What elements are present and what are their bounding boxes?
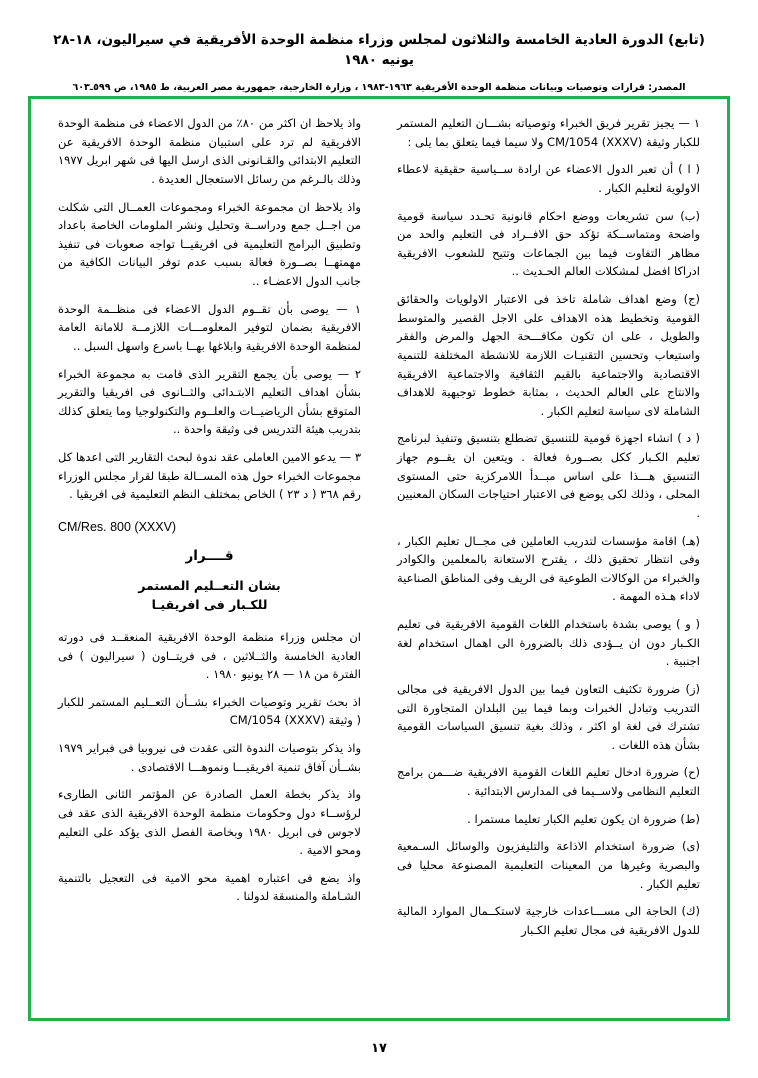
left-column: [40, 108, 379, 1008]
paragraph: (ط) ضرورة ان يكون تعليم الكبار تعليما مستمرا .: [467, 811, 700, 826]
paragraph: واذ يذكر بخطة العمل الصادرة عن المؤتمر الثانى الطارىء لرؤســاء دول وحكومات منظمة الوحدة الافريقية الذى عقد فى لاجوس فى ابريل ١٩٨٠ وبخاصة الفصل الذى يؤكد على التعليم ومحو الامية .: [58, 787, 361, 858]
two-column-body: [40, 108, 718, 1008]
page-header: [0, 0, 758, 95]
paragraph: (ز) ضرورة تكثيف التعاون فيما بين الدول الافريقية فى مجالى التدريب وتبادل الخبرات وبما فيما بين البلدان المتجاورة التى تشترك فى لغة او اكثر ، وذلك بغية تنسيق السياسات القومية بشأن هذه اللغات .: [397, 681, 700, 752]
paragraph: ١ — يجيز تقرير فريق الخبراء وتوصياته بشـــان التعليم المستمر للكبار وثيقة (CM/1054 (XXXV ولا سيما فيما يتعلق بما يلى :: [397, 116, 700, 149]
paragraph: (ى) ضرورة استخدام الاذاعة والتليفزيون والوسائل السـمعية والبصرية وغيرها من المعينات التعليمية المصنوعة محليا فى تعليم الكبار .: [397, 839, 700, 891]
paragraph: (ج) وضع اهداف شاملة تاخذ فى الاعتبار الاولويات والحقائق القومية وتخطيط هذه الاهداف على الاجل القصير والمتوسط والطويل ، على ان تكون مكافـــحة الجهل والمرض والفقر واستيعاب وتحسين التقنيـات اللازمة للانشطة المختلفة للتنمية الاقتصادية والاجتماعية بالقيم الثقافية والاجتماعية الافريقية والانتاج على العالم الحديث ، بمثابة خطوط توجيهية للاهداف الشاملة لاى سياسة لتعليم الكبار .: [397, 292, 700, 418]
paragraph: ( و ) يوصى بشدة باستخدام اللغات القومية الافريقية فى تعليم الكـبار دون ان يــؤدى ذلك بالضرورة الى اهمال استخدام لغة اجنبية .: [397, 617, 700, 669]
resolution-code: CM/Res. 800 (XXXV): [58, 519, 177, 534]
paragraph: ( ا ) أن تعبر الدول الاعضاء عن ارادة ســياسية حقيقية لاعطاء الاولوية لتعليم الكبار .: [397, 162, 700, 195]
paragraph: (هـ) اقامة مؤسسات لتدريب العاملين فى مجــال تعليم الكبار ، وفى انتظار تحقيق ذلك ، يقترح الاستعانة بالمعلمين والكوادر والخبراء من الوكالات الطوعية فى الريف وفى المناطق الصناعية لاداء هـذه المهمة .: [397, 533, 700, 604]
paragraph: واذ يذكر بتوصيات الندوة التى عقدت فى نيروبيا فى فبراير ١٩٧٩ بشــأن آفاق تنمية افريقيـــا ونموهـــا الاقتصادى .: [58, 741, 361, 774]
document-title: (تابع) الدورة العادية الخامسة والثلاثون لمجلس وزراء منظمة الوحدة الأفريقية في سيراليون، ١٨-٢٨ يونيه ١٩٨٠: [53, 32, 705, 69]
paragraph: اذ بحث تقرير وتوصيات الخبراء بشــأن التعــليم المستمر للكبار ( وثيقة (CM/1054 (XXXV: [58, 694, 361, 728]
paragraph: ١ — يوصى بأن تقــوم الدول الاعضاء فى منظــمة الوحدة الافريقية بضمان لتوفير المعلومـــات اللازمــة للامانة العامة لمنظمة الوحدة الافريقية وابلاغها بهــا باسرع واسهل السبل ..: [58, 301, 361, 353]
resolution-subheading-2: للكـبار فى افريقيـا: [151, 596, 268, 612]
right-column: [379, 108, 718, 1008]
resolution-heading: قــــرار: [185, 547, 234, 564]
document-source-line: المصدر: قرارات وتوصيات وبيانات منظمة الوحدة الأفريقية ١٩٦٣-١٩٨٣ ، وزارة الخارجية، جمهورية مصر العربية، ط ١٩٨٥، ص ٥٩٩ـ٦٠٣: [72, 81, 686, 93]
paragraph: واذ يضع فى اعتباره اهمية محو الامية فى التعجيل بالتنمية الشـاملة والمنسقة لدولنا .: [58, 870, 361, 904]
paragraph: ٢ — يوصى بأن يجمع التقرير الذى قامت به مجموعة الخبراء بشأن اهداف التعليم الابتـدائى والثــانوى فى افريقيا والتقرير المتوقع بشأن الرياضيــات والعلــوم والتكنولوجيا وما يتعلق كذلك بتدريب هيئة التدريس فى وثيقة واحدة ..: [58, 366, 361, 437]
paragraph: (ح) ضرورة ادخال تعليم اللغات القومية الافريقية ضـــمن برامج التعليم النظامى ولاســيما فى المدارس الابتدائية .: [397, 765, 700, 798]
paragraph: ان مجلس وزراء منظمة الوحدة الافريقية المنعقــد فى دورته العادية الخامسة والثــلاثين ، فى فريتــاون ( سيراليون ) فى الفترة من ١٨ — ٢٨ يونيو ١٩٨٠ .: [58, 629, 361, 682]
resolution-subheading-1: بشان التعــليم المستمر: [138, 577, 281, 593]
paragraph: (ب) سن تشريعات ووضع احكام قانونية تحـدد سياسة قومية واضحة ومتماســكة تؤكد حق الافــراد فى التعليم والحد من مظاهر التفاوت فيما بين الجماعات وتتيح للشعوب الافريقية ادراكا افضل لمشكلات العالم الحـديث ..: [397, 208, 700, 279]
paragraph: (ك) الحاجة الى مســـاعدات خارجية لاستكــمال الموارد المالية للدول الافريقية فى مجال تعليم الكـبار: [397, 904, 700, 937]
paragraph: ٣ — يدعو الامين العاملى عقد ندوة لبحث التقارير التى اعدها كل مجموعات الخبراء حول هذه المســالة طبقا لقرار مجلس الوزراء رقم ٣٦٨ ( د ٢٣ ) الخاص بمختلف النظم التعليمية فى افريقيا .: [58, 450, 361, 502]
paragraph: واذ يلاحظ ان اكثر من ٨٠٪ من الدول الاعضاء فى منظمة الوحدة الافريقية لم ترد على استبيان منظمة الوحدة الافريقية عن التعليم الابتدائى والقـانونى الذى ارسل اليها فى شهر ابريل ١٩٧٧ وذلك بالـرغم من رسائل الاستعجال العديدة .: [58, 116, 361, 186]
paragraph: واذ يلاحظ ان مجموعة الخبراء ومجموعات العمــال التى شكلت من اجــل جمع ودراســة وتحليل ونشر الملومات الخاصة باعداد وتطبيق البرامج التعليمية فى افريقيــا تواجه صعوبات فى تنفيذ مهمتهــا بصــورة فعالة بسبب عدم توفر البيانات الكافية من جانب الدول الاعضـاء ..: [58, 199, 361, 288]
page-number: ١٧: [371, 1041, 387, 1056]
paragraph: ( د ) انشاء اجهزة قومية للتنسيق تضطلع بتنسيق وتنفيذ لبرنامج تعليم الكـبار ككل بصــورة فعالة . ويتعين ان يقــوم جهاز التنسيق هـــذا على اساس مبــدأ اللامركزية حتى المستوى المحلى ، وذلك لكى يوضع فى الاعتبار احتياجات السكان المعنيين .: [397, 431, 700, 520]
